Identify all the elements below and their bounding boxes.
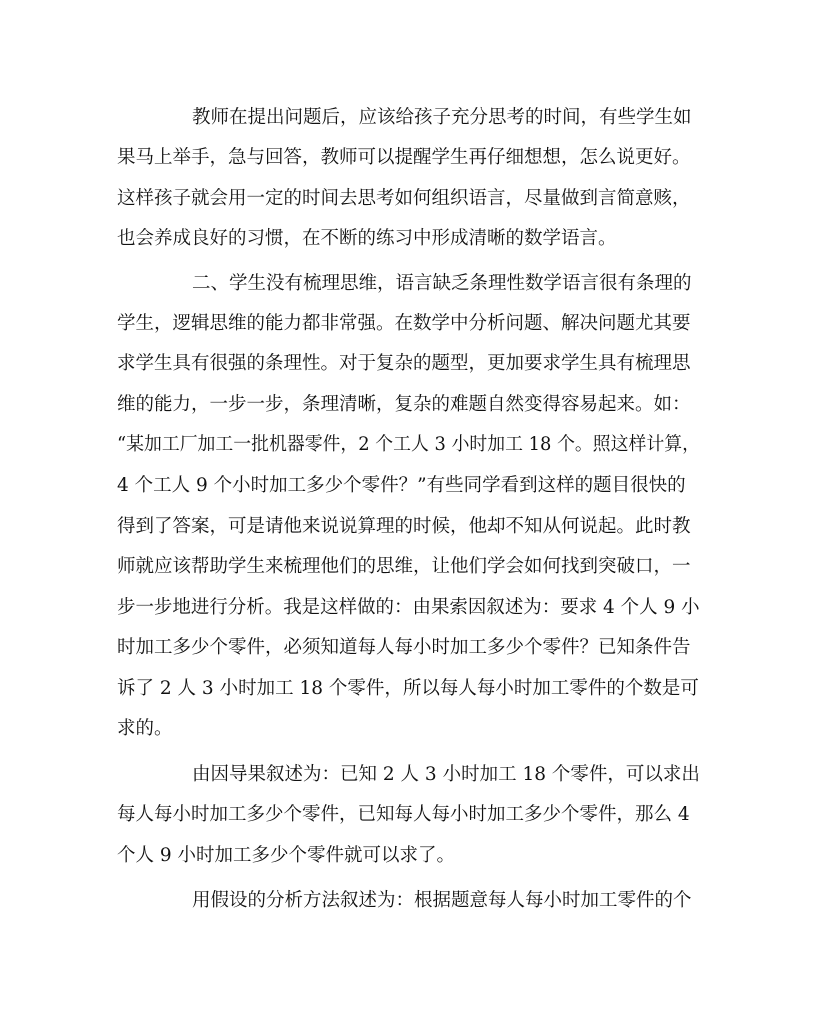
text-line: 维的能力，一步一步，条理清晰，复杂的难题自然变得容易起来。如： xyxy=(117,394,691,415)
text-line: 诉了 2 人 3 小时加工 18 个零件，所以每人每小时加工零件的个数是可 xyxy=(117,678,699,699)
text-line: 由因导果叙述为：已知 2 人 3 小时加工 18 个零件，可以求出 xyxy=(192,764,700,785)
text-line: 每人每小时加工多少个零件，已知每人每小时加工多少个零件，那么 4 xyxy=(117,804,690,825)
text-line: 个人 9 小时加工多少个零件就可以求了。 xyxy=(117,845,456,866)
text-line: 得到了答案，可是请他来说说算理的时候，他却不知从何说起。此时教 xyxy=(117,516,691,537)
text-line: 果马上举手，急与回答，教师可以提醒学生再仔细想想，怎么说更好。 xyxy=(117,147,691,168)
text-line: 求学生具有很强的条理性。对于复杂的题型，更加要求学生具有梳理思 xyxy=(117,353,691,374)
text-line: 求的。 xyxy=(117,718,173,739)
text-line: 用假设的分析方法叙述为：根据题意每人每小时加工零件的个 xyxy=(192,890,692,911)
text-line: 4 个工人 9 个小时加工多少个零件？”有些同学看到这样的题目很快的 xyxy=(117,475,686,496)
text-line: 二、学生没有梳理思维，语言缺乏条理性数学语言很有条理的 xyxy=(192,273,692,294)
text-line: 师就应该帮助学生来梳理他们的思维，让他们学会如何找到突破口，一 xyxy=(117,556,691,577)
text-line: 也会养成良好的习惯，在不断的练习中形成清晰的数学语言。 xyxy=(117,228,617,249)
text-line: 这样孩子就会用一定的时间去思考如何组织语言，尽量做到言简意赅， xyxy=(117,188,691,209)
text-line: 教师在提出问题后，应该给孩子充分思考的时间，有些学生如 xyxy=(192,107,692,128)
text-line: “某加工厂加工一批机器零件，2 个工人 3 小时加工 18 个。照这样计算， xyxy=(117,434,700,455)
text-line: 步一步地进行分析。我是这样做的：由果索因叙述为：要求 4 个人 9 小 xyxy=(117,597,700,618)
text-line: 学生，逻辑思维的能力都非常强。在数学中分析问题、解决问题尤其要 xyxy=(117,313,691,334)
text-line: 时加工多少个零件，必须知道每人每小时加工多少个零件？已知条件告 xyxy=(117,637,691,658)
